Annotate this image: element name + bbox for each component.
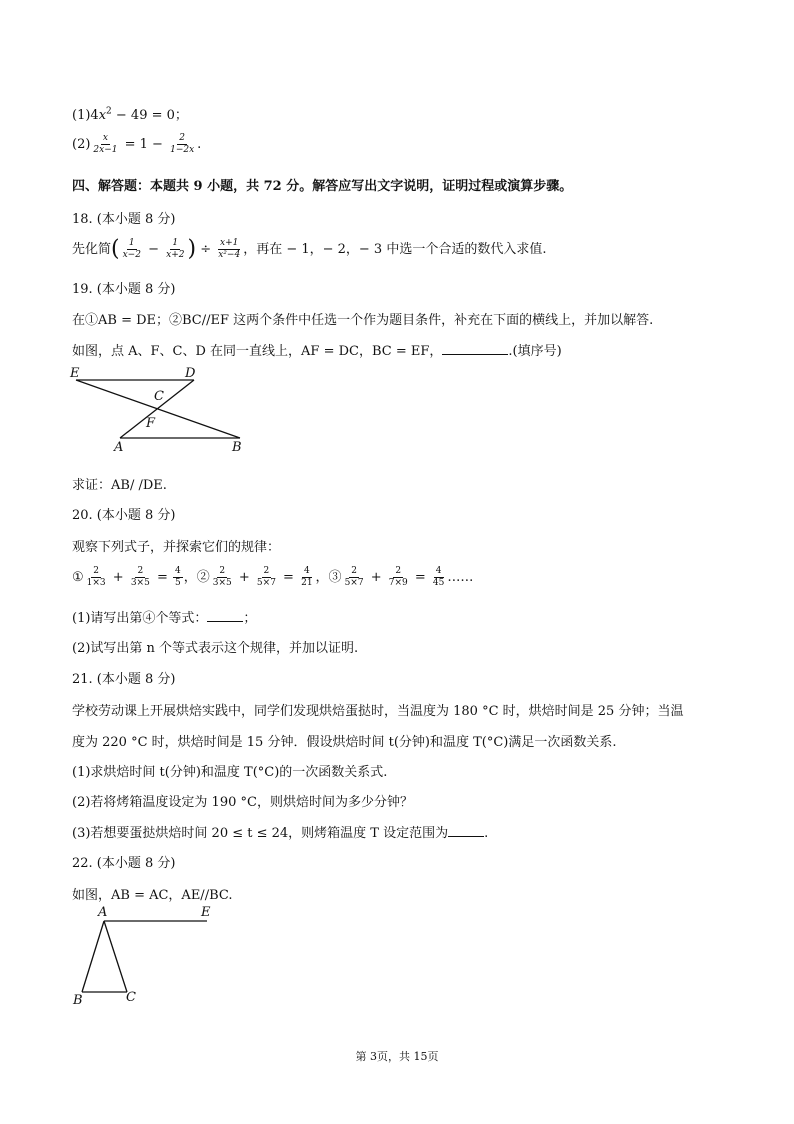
label-F: F	[146, 416, 156, 431]
q18-frac-1	[121, 238, 143, 261]
q20-part2: (2)试写出第 n 个等式表示这个规律，并加以证明.	[72, 641, 359, 656]
q19-line2	[72, 340, 562, 359]
label-E: E	[201, 905, 211, 920]
equals-sign: =	[152, 570, 172, 585]
q17-p2-end: .	[197, 137, 202, 152]
plus-sign: +	[366, 570, 386, 585]
example-1-mark: ①	[72, 570, 84, 585]
page-footer: 第 3页，共 15页	[355, 1050, 439, 1063]
fraction-numerator: 2	[395, 566, 402, 576]
fraction	[173, 566, 183, 589]
q17-part1	[72, 104, 188, 123]
fraction-numerator: 4	[303, 566, 310, 576]
equals-sign: =	[278, 570, 299, 585]
fraction-numerator: x	[102, 133, 108, 143]
fraction-denominator: 2x−1	[93, 145, 118, 155]
q19-header: 19. (本小题 8 分)	[72, 282, 176, 297]
fraction-numerator: 4	[435, 566, 442, 576]
fraction-denominator: 3×5	[130, 578, 150, 588]
q17-p2-lhs-frac	[91, 133, 119, 156]
q19-figure	[64, 364, 254, 460]
q18-frac-3	[216, 238, 242, 261]
fraction-numerator: x+1	[220, 238, 239, 248]
fraction-numerator: 2	[179, 133, 185, 143]
q20-p1-text: (1)请写出第④个等式：	[72, 611, 208, 626]
q20-examples	[72, 566, 473, 589]
example-2-mark: ，②	[183, 570, 210, 585]
q19-line2-post: .(填序号)	[508, 344, 562, 359]
fraction-denominator: 1−2x	[170, 145, 195, 155]
q17-p1-rest: − 49 = 0；	[111, 108, 188, 123]
q18-header: 18. (本小题 8 分)	[72, 212, 176, 227]
fraction	[299, 566, 314, 589]
label-A: A	[98, 905, 108, 920]
q18-minus: −	[143, 242, 164, 257]
segment-AB	[82, 921, 104, 992]
fraction	[431, 566, 446, 589]
q17-p1-var: x	[98, 108, 107, 123]
q20-intro: 观察下列式子，并探索它们的规律：	[72, 540, 281, 555]
q20-p1-end: ；	[243, 611, 257, 626]
q22-figure	[70, 906, 220, 1006]
answer-blank[interactable]	[207, 609, 243, 622]
answer-blank[interactable]	[448, 824, 484, 837]
q18-frac-2	[164, 238, 186, 261]
ellipsis: ……	[447, 570, 474, 585]
q18-text-pre: 先化简	[72, 242, 112, 257]
fraction	[255, 566, 278, 589]
label-E: E	[70, 366, 80, 381]
fraction	[211, 566, 234, 589]
fraction-numerator: 2	[137, 566, 144, 576]
q18-div: ÷	[196, 242, 216, 257]
q21-part3	[72, 822, 488, 841]
fraction-denominator: 5	[175, 578, 181, 588]
fraction-denominator: 21	[301, 578, 313, 588]
q17-p2-rhs-frac	[168, 133, 196, 156]
fraction	[343, 566, 366, 589]
q21-line1: 学校劳动课上开展烘焙实践中，同学们发现烘焙蛋挞时，当温度为 180 °C 时，烘焙时间是 25 分钟；当温	[72, 704, 684, 719]
plus-sign: +	[108, 570, 128, 585]
fraction-denominator: 1×3	[86, 578, 106, 588]
label-B: B	[73, 993, 83, 1008]
q17-p2-mid: = 1 −	[120, 137, 168, 152]
plus-sign: +	[234, 570, 254, 585]
label-C: C	[154, 389, 164, 404]
label-A: A	[114, 440, 124, 455]
q17-p2-prefix: (2)	[72, 137, 91, 152]
fraction-denominator: x+2	[166, 250, 185, 260]
fraction-numerator: 1	[172, 238, 179, 248]
fraction-numerator: 1	[128, 238, 135, 248]
fraction-denominator: 5×7	[256, 578, 276, 588]
fraction-numerator: 2	[93, 566, 100, 576]
q21-part1: (1)求烘焙时间 t(分钟)和温度 T(°C)的一次函数关系式.	[72, 765, 388, 780]
segment-AC	[104, 921, 127, 992]
q19-line1: 在①AB = DE；②BC//EF 这两个条件中任选一个作为题目条件，补充在下面的横线上，并加以解答.	[72, 313, 654, 328]
fraction-denominator: x−2	[122, 250, 141, 260]
fraction-numerator: 4	[175, 566, 181, 576]
fraction-denominator: 3×5	[212, 578, 232, 588]
q21-line2: 度为 220 °C 时，烘焙时间是 15 分钟．假设烘焙时间 t(分钟)和温度 T(°C)满足一次函数关系.	[72, 735, 617, 750]
q21-p3-end: .	[484, 826, 489, 841]
label-B: B	[232, 440, 242, 455]
answer-blank[interactable]	[442, 342, 508, 355]
label-D: D	[185, 366, 196, 381]
fraction-numerator: 2	[351, 566, 357, 576]
q21-header: 21. (本小题 8 分)	[72, 672, 176, 687]
label-C: C	[126, 990, 136, 1005]
fraction-denominator: 7×9	[388, 578, 408, 588]
q17-p1-prefix: (1)4	[72, 108, 99, 123]
fraction	[85, 566, 108, 589]
q22-line1: 如图，AB = AC，AE//BC.	[72, 888, 233, 903]
fraction-numerator: 2	[219, 566, 226, 576]
q18-text: 先化简( $\frac{1}{x-2}$ − $\frac{1}{x+2}$ ) ÷ $\frac{x+1}{\text{x²−4}}$ ，再在 − 1，− 2，− 3 中选一个合适的数代入求值.	[72, 236, 547, 262]
q20-header: 20. (本小题 8 分)	[72, 508, 176, 523]
fraction-numerator: 2	[263, 566, 270, 576]
fraction-denominator: 5×7	[344, 578, 364, 588]
q17-part2	[72, 133, 201, 156]
q17-p1-sup: 2	[106, 106, 112, 117]
q18-text-post: ，再在 − 1，− 2，− 3 中选一个合适的数代入求值.	[243, 242, 547, 257]
fraction-denominator: 45	[432, 578, 445, 588]
q20-part1	[72, 607, 256, 626]
q21-part2: (2)若将烤箱温度设定为 190 °C，则烘焙时间为多少分钟？	[72, 795, 413, 810]
q21-p3-text: (3)若想要蛋挞烘焙时间 20 ≤ t ≤ 24，则烤箱温度 T 设定范围为	[72, 826, 449, 841]
q19-line2-pre: 如图，点 A、F、C、D 在同一直线上，AF = DC，BC = EF，	[72, 344, 443, 359]
q19-prove: 求证：AB/ /DE.	[72, 478, 167, 493]
section4-heading: 四、解答题：本题共 9 小题，共 72 分。解答应写出文字说明，证明过程或演算步骤。	[72, 179, 573, 194]
q22-header: 22. (本小题 8 分)	[72, 856, 176, 871]
fraction-denominator: x²−4	[218, 250, 241, 260]
fraction	[387, 566, 410, 589]
example-3-mark: ，③	[315, 570, 342, 585]
fraction	[129, 566, 152, 589]
equals-sign: =	[410, 570, 430, 585]
